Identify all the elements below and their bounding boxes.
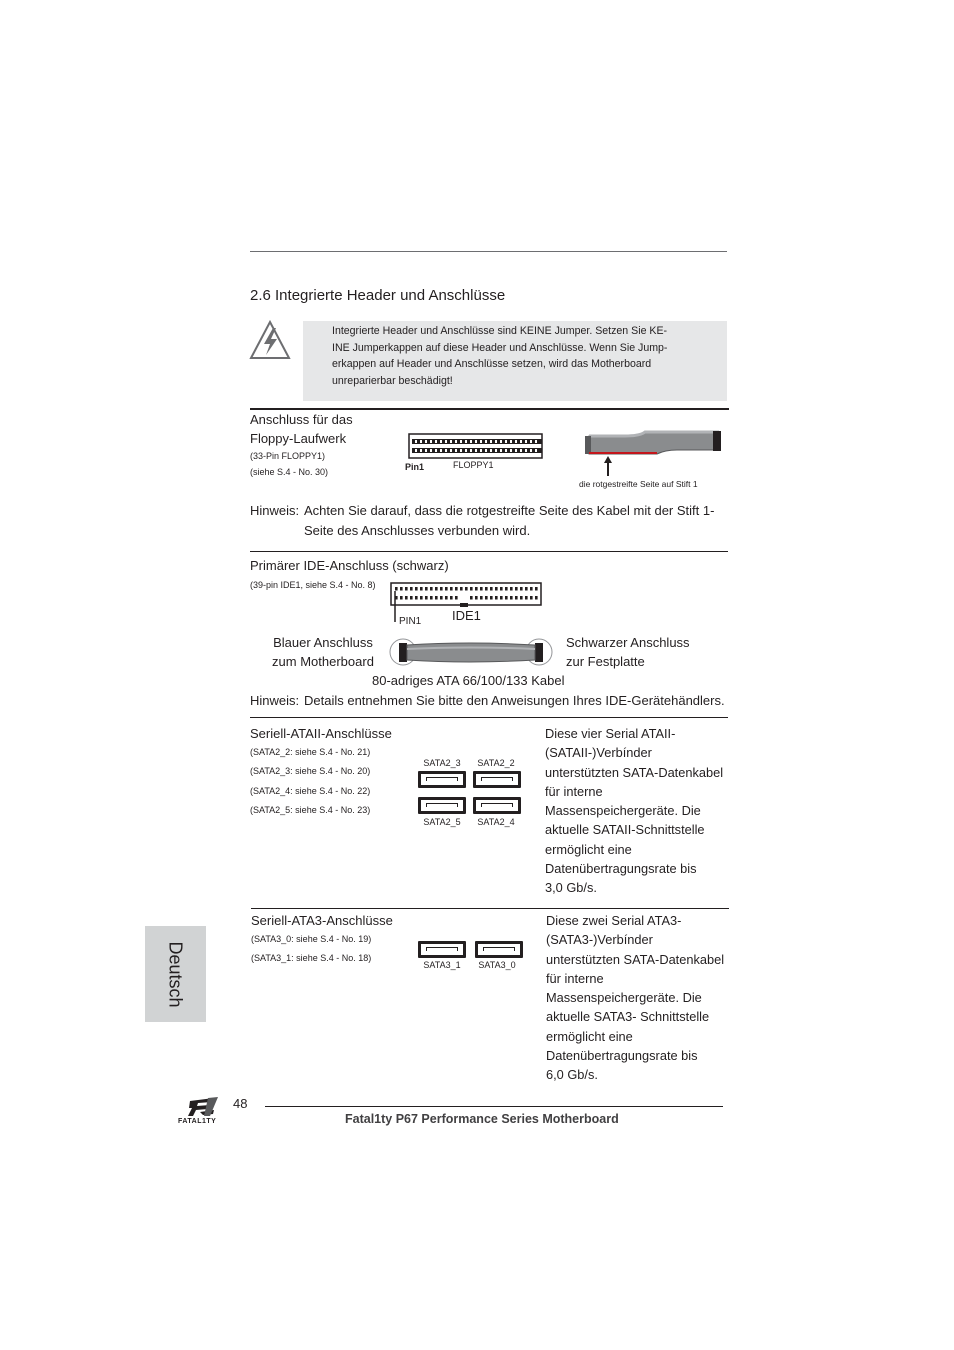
sata2-label: SATA2_3: [423, 758, 461, 768]
ide-right-label: Schwarzer Anschluss zur Festplatte: [566, 635, 690, 669]
language-tab-label: Deutsch: [166, 940, 187, 1008]
sata3-refs: (SATA3_0: siehe S.4 - No. 19) (SATA3_1: siehe S.4 - No. 18): [251, 934, 372, 964]
ide-hint-text: Details entnehmen Sie bitte den Anweisungen Ihres IDE-Gerätehändlers.: [304, 693, 725, 708]
sata-connector-icon: [475, 941, 523, 958]
ide-title: Primärer IDE-Anschluss (schwarz): [250, 558, 449, 573]
top-rule: [250, 251, 727, 252]
sata-connector-icon: [473, 797, 521, 814]
sata3-description: Diese zwei Serial ATA3- (SATA3-)Verbínder unterstützten SATA-Datenkabel für interne Massenspeichergeräte. Die aktuelle SATA3- Schnittstelle ermöglicht eine Datenübertragungsrate bis 6,0 Gb/s.: [546, 913, 725, 1083]
sata2-refs: (SATA2_2: siehe S.4 - No. 21) (SATA2_3: siehe S.4 - No. 20) (SATA2_4: siehe S.4 - No. 22) (SATA2_5: siehe S.4 - No. 23): [250, 747, 371, 815]
floppy-connector-icon: [404, 432, 546, 462]
ide-pin-label: PIN1: [399, 616, 422, 627]
ribbon-cable-icon: [585, 428, 725, 478]
floppy-title: Anschluss für das Floppy-Laufwerk: [250, 412, 353, 446]
page-number: 48: [233, 1096, 248, 1111]
sata3-label: SATA3_0: [478, 960, 516, 970]
floppy-ref: (33-Pin FLOPPY1) (siehe S.4 - No. 30): [250, 451, 329, 477]
floppy-hint-text: Achten Sie darauf, dass die rotgestreifte Seite des Kabel mit der Stift 1- Seite des Anschlusses verbunden wird.: [304, 503, 715, 538]
floppy-connector-label: FLOPPY1: [453, 460, 494, 470]
sata2-title: Seriell-ATAII-Anschlüsse: [250, 726, 392, 741]
sata3-label: SATA3_1: [423, 960, 461, 970]
warning-note: [303, 321, 727, 401]
warning-line: Integrierte Header und Anschlüsse sind KEINE Jumper. Setzen Sie KE-: [332, 325, 668, 337]
sata-connector-icon: [418, 771, 466, 788]
sata2-label: SATA2_4: [477, 817, 515, 827]
language-tab: [145, 926, 206, 1022]
sata-connector-icon: [473, 771, 521, 788]
ide-connector-label: IDE1: [452, 608, 481, 623]
fatal1ty-logo-icon: [184, 1096, 230, 1132]
logo-wordmark: FATAL1TY: [178, 1118, 217, 1125]
sata-connector-icon: [418, 797, 466, 814]
section-heading: 2.6 Integrierte Header und Anschlüsse: [250, 287, 506, 304]
sata2-label: SATA2_2: [477, 758, 515, 768]
warning-line: erkappen auf Header und Anschlüsse setzen, wird das Motherboard: [332, 358, 652, 370]
ide-left-label: Blauer Anschluss zum Motherboard: [272, 635, 374, 669]
warning-text: [332, 323, 692, 389]
sata-connector-icon: [418, 941, 466, 958]
sata2-label: SATA2_5: [423, 817, 461, 827]
floppy-cable-caption: die rotgestreifte Seite auf Stift 1: [579, 479, 698, 489]
footer-title: Fatal1ty P67 Performance Series Motherboard: [345, 1112, 619, 1126]
sata2-description: Diese vier Serial ATAII- (SATAII-)Verbínder unterstützten SATA-Datenkabel für interne Massenspeichergeräte. Die aktuelle SATAII-Schnittstelle ermöglicht eine Datenübertragungsrate bis 3,0 Gb/s.: [545, 726, 724, 896]
warning-line: INE Jumperkappen auf diese Header und Anschlüsse. Wenn Sie Jump-: [332, 341, 668, 354]
ide-ref: (39-pin IDE1, siehe S.4 - No. 8): [250, 580, 376, 590]
sata3-rule: [251, 908, 729, 909]
sata3-title: Seriell-ATA3-Anschlüsse: [251, 913, 393, 928]
ide-cable-illustration: [389, 635, 553, 669]
floppy-pin-label: Pin1: [405, 462, 425, 472]
floppy-hint-label: Hinweis:: [250, 503, 300, 518]
fatal1ty-logo: [178, 1096, 230, 1132]
ide-hint-label: Hinweis:: [250, 693, 300, 708]
ide-rule: [250, 551, 728, 552]
warning-icon: [249, 320, 291, 360]
sata2-rule: [250, 717, 728, 718]
ide-cable-caption: 80-adriges ATA 66/100/133 Kabel: [372, 673, 565, 688]
warning-line: unreparierbar beschädigt!: [332, 374, 453, 387]
floppy-cable-illustration: [585, 428, 725, 478]
footer-rule: [265, 1106, 723, 1107]
ide-cable-icon: [389, 635, 553, 669]
